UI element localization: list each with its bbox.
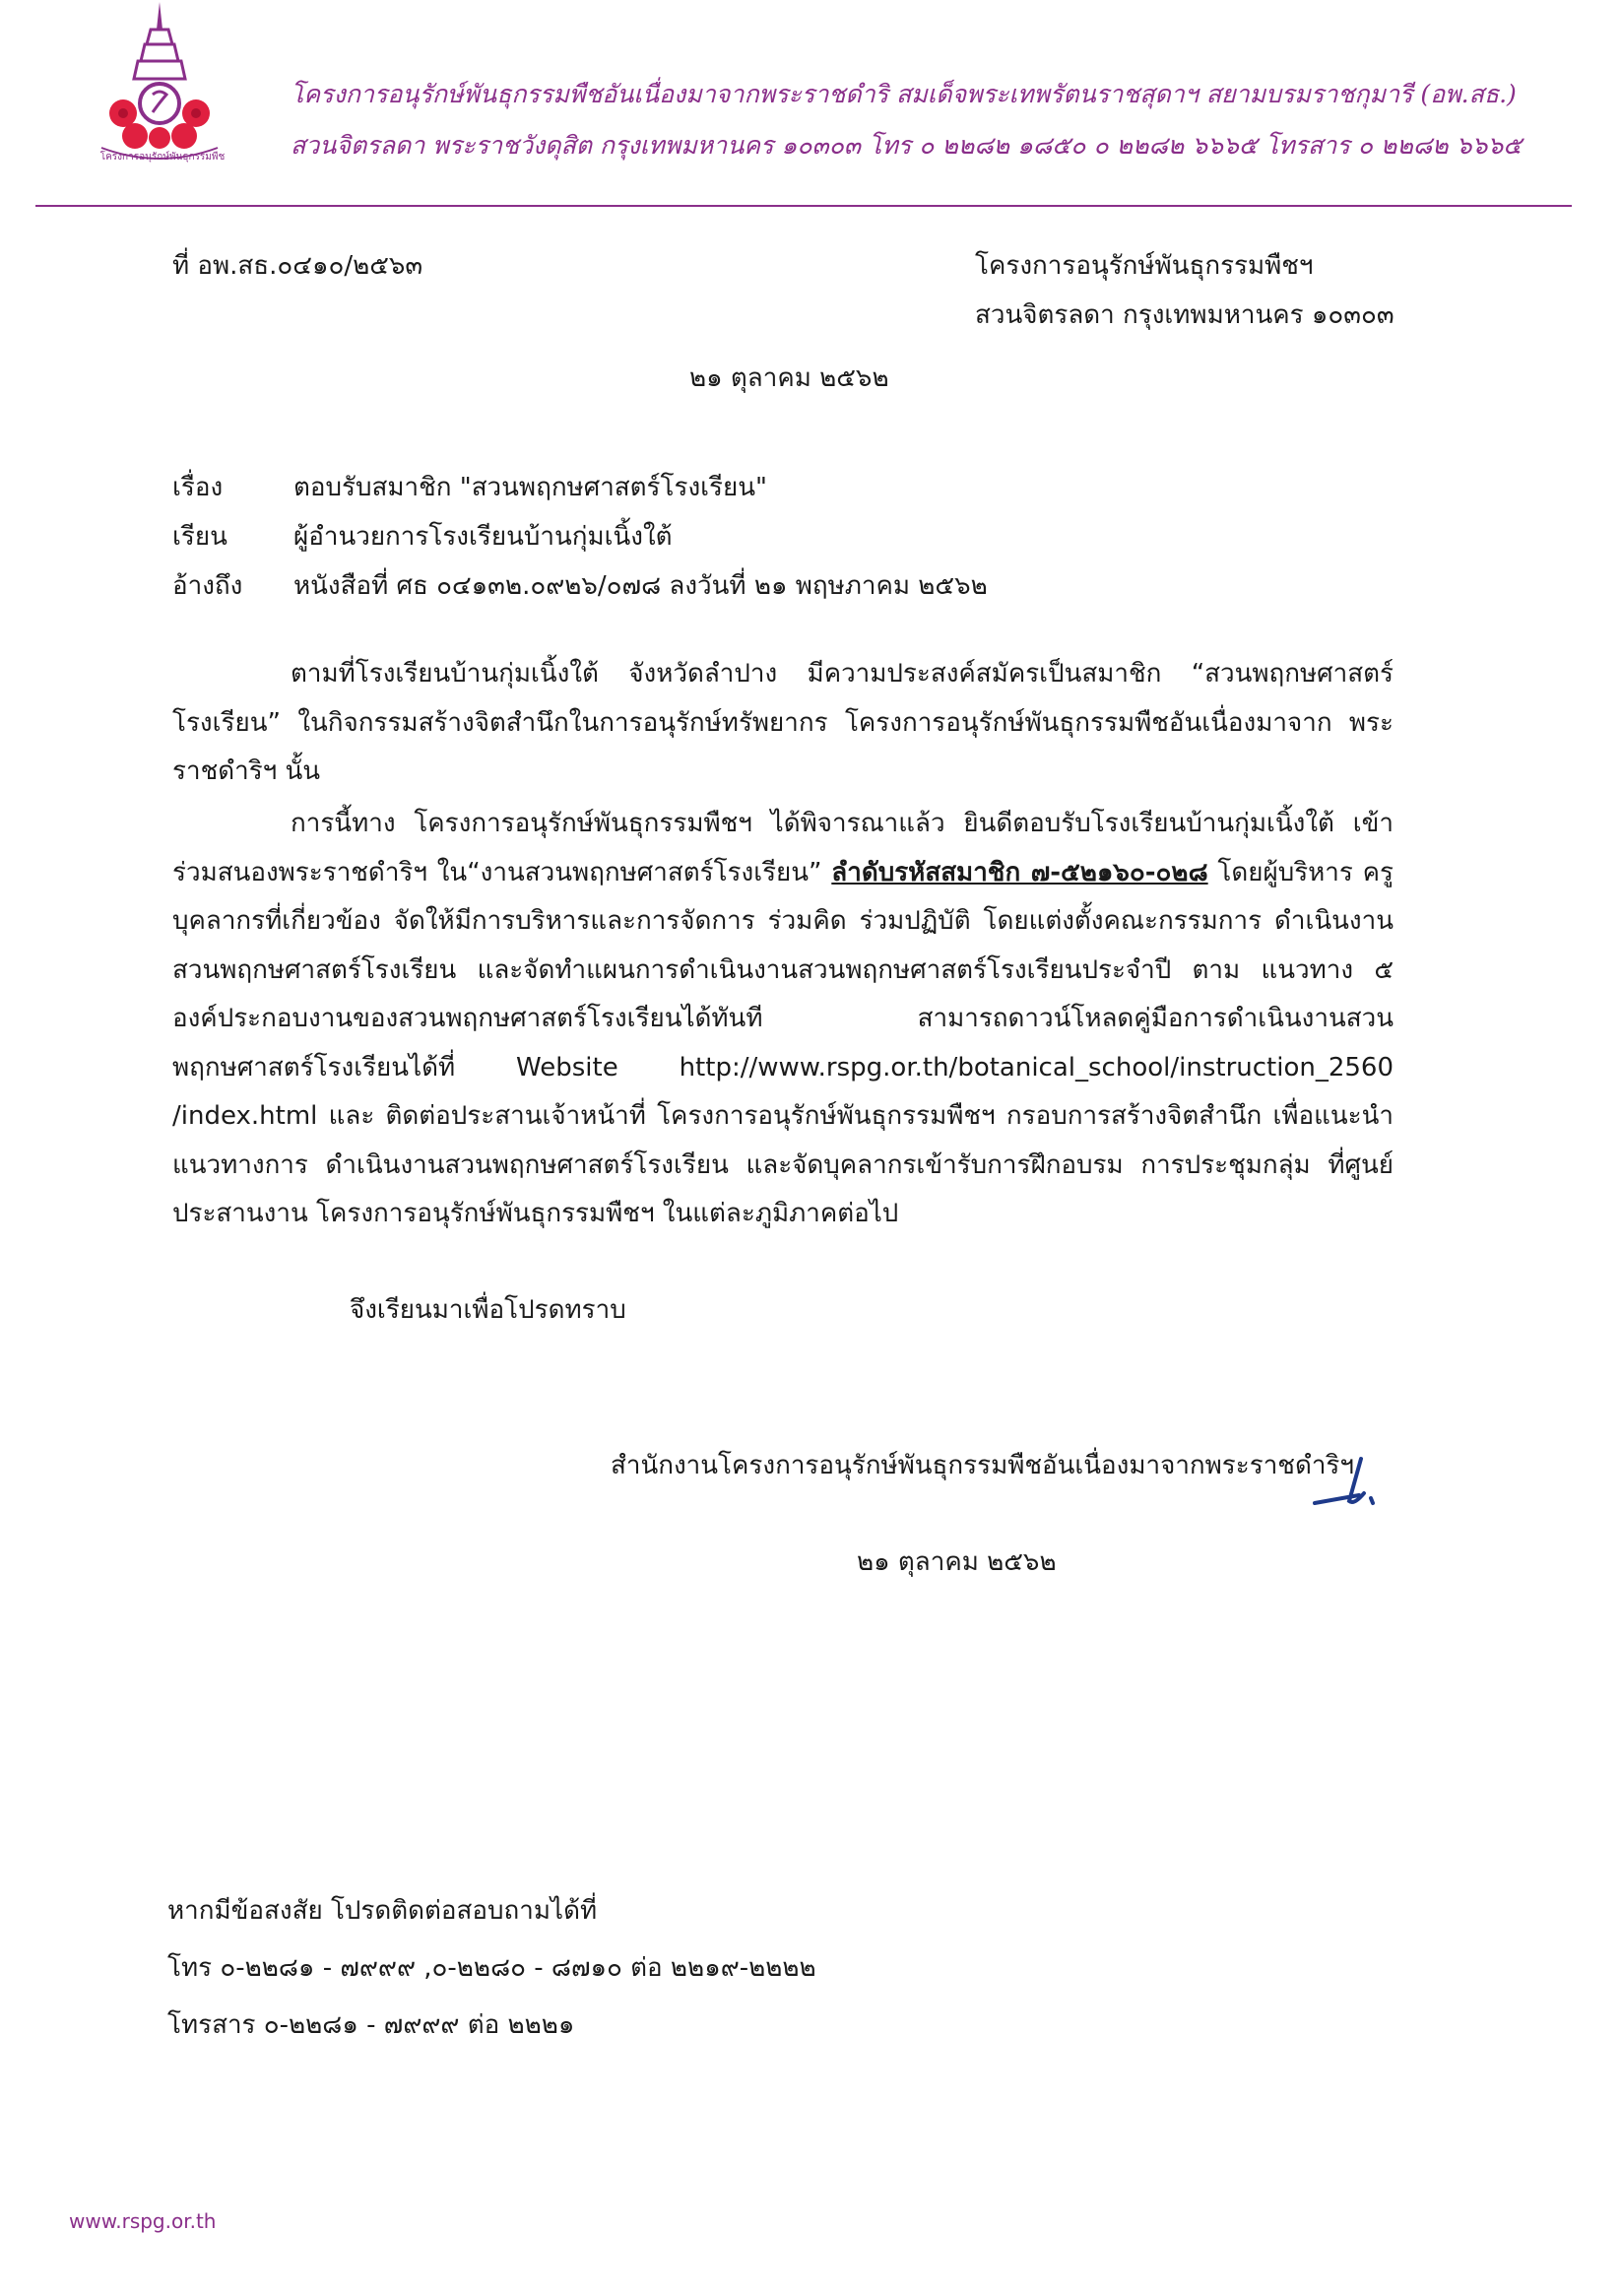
contact-intro: หากมีข้อสงสัย โปรดติดต่อสอบถามได้ที่: [167, 1896, 598, 1926]
footer-website: www.rspg.or.th: [69, 2209, 217, 2233]
letterhead-line-1: โครงการอนุรักษ์พันธุกรรมพืชอันเนื่องมาจากพระราชดำริ สมเด็จพระเทพรัตนราชสุดาฯ สยามบรมราชกุมารี (อพ.สธ.): [291, 80, 1517, 108]
body-paragraph-2: [172, 800, 1394, 1239]
reference-number: ที่ อพ.สธ.๐๔๑๐/๒๕๖๓: [172, 251, 423, 281]
sender-address: สวนจิตรลดา กรุงเทพมหานคร ๑๐๓๐๓: [975, 300, 1394, 330]
signature-mark: [1310, 1454, 1389, 1513]
reference-label: อ้างถึง: [172, 571, 243, 601]
recipient-value: ผู้อำนวยการโรงเรียนบ้านกุ่มเนิ้งใต้: [293, 522, 673, 552]
organization-logo: [94, 0, 227, 167]
subject-value: ตอบรับสมาชิก "สวนพฤกษศาสตร์โรงเรียน": [293, 473, 767, 502]
reference-value: หนังสือที่ ศธ ๐๔๑๓๒.๐๙๒๖/๐๗๘ ลงวันที่ ๒๑ พฤษภาคม ๒๕๖๒: [293, 571, 988, 601]
contact-fax: โทรสาร ๐-๒๒๘๑ - ๗๙๙๙ ต่อ ๒๒๒๑: [167, 2010, 575, 2040]
contact-phone: โทร ๐-๒๒๘๑ - ๗๙๙๙ ,๐-๒๒๘๐ - ๘๗๑๐ ต่อ ๒๒๑๙-๒๒๒๒: [167, 1953, 816, 1983]
member-code: ลำดับรหัสสมาชิก ๗-๕๒๑๖๐-๐๒๘: [831, 857, 1208, 887]
paragraph-2-text-start: การนี้ทาง โครงการอนุรักษ์พันธุกรรมพืชฯ ได้พิจารณาแล้ว ยินดีตอบรับโรงเรียนบ้านกุ่มเนิ้งใต้ เข้าร่วมสนองพระราชดำริฯ ใน“งานสวนพฤกษศาสตร์โรงเรียน”: [172, 809, 1394, 887]
logo-emblem-icon: [94, 0, 227, 167]
subject-label: เรื่อง: [172, 473, 224, 502]
sender-name: โครงการอนุรักษ์พันธุกรรมพืชฯ: [975, 251, 1314, 281]
letterhead-line-2: สวนจิตรลดา พระราชวังดุสิต กรุงเทพมหานคร ๑๐๓๐๓ โทร ๐ ๒๒๘๒ ๑๘๕๐ ๐ ๒๒๘๒ ๖๖๖๕ โทรสาร ๐ ๒๒๘๒ ๖๖๖๕: [291, 131, 1523, 160]
recipient-label: เรียน: [172, 522, 227, 552]
body-paragraph-1: [172, 650, 1394, 797]
letter-date: ๒๑ ตุลาคม ๒๕๖๒: [689, 363, 889, 393]
logo-caption: โครงการอนุรักษ์พันธุกรรมพืช: [99, 152, 226, 163]
closing-line: จึงเรียนมาเพื่อโปรดทราบ: [350, 1295, 626, 1325]
paragraph-2-text-end: โดยผู้บริหาร ครู บุคลากรที่เกี่ยวข้อง จัดให้มีการบริหารและการจัดการ ร่วมคิด ร่วมปฏิบัติ โดยแต่งตั้งคณะกรรมการ ดำเนินงานสวนพฤกษศาสตร์โรงเรียน และจัดทำแผนการดำเนินงานสวนพฤกษศาสตร์โรงเรียนประจำปี ตาม แนวทาง ๕ องค์ประกอบงานของสวนพฤกษศาสตร์โรงเรียนได้ทันที สามารถดาวน์โหลดคู่มือการดำเนินงานสวน พฤกษศาสตร์โรงเรียนได้ที่ Website http://www.rspg.or.th/botanical_school/instruction_2560 /index.html และ ติดต่อประสานเจ้าหน้าที่ โครงการอนุรักษ์พันธุกรรมพืชฯ กรอบการสร้างจิตสำนึก เพื่อแนะนำแนวทางการ ดำเนินงานสวนพฤกษศาสตร์โรงเรียน และจัดบุคลากรเข้ารับการฝึกอบรม การประชุมกลุ่ม ที่ศูนย์ประสานงาน โครงการอนุรักษ์พันธุกรรมพืชฯ ในแต่ละภูมิภาคต่อไป: [172, 857, 1394, 1228]
signatory-name: สำนักงานโครงการอนุรักษ์พันธุกรรมพืชอันเนื่องมาจากพระราชดำริฯ: [611, 1451, 1354, 1480]
paragraph-1-text: ตามที่โรงเรียนบ้านกุ่มเนิ้งใต้ จังหวัดลำปาง มีความประสงค์สมัครเป็นสมาชิก “สวนพฤกษศาสตร์ โรงเรียน” ในกิจกรรมสร้างจิตสำนึกในการอนุรักษ์ทรัพยากร โครงการอนุรักษ์พันธุกรรมพืชอันเนื่องมาจาก พระราชดำริฯ นั้น: [172, 659, 1394, 786]
letterhead-divider: [35, 205, 1572, 207]
signature-date: ๒๑ ตุลาคม ๒๕๖๒: [857, 1547, 1057, 1577]
